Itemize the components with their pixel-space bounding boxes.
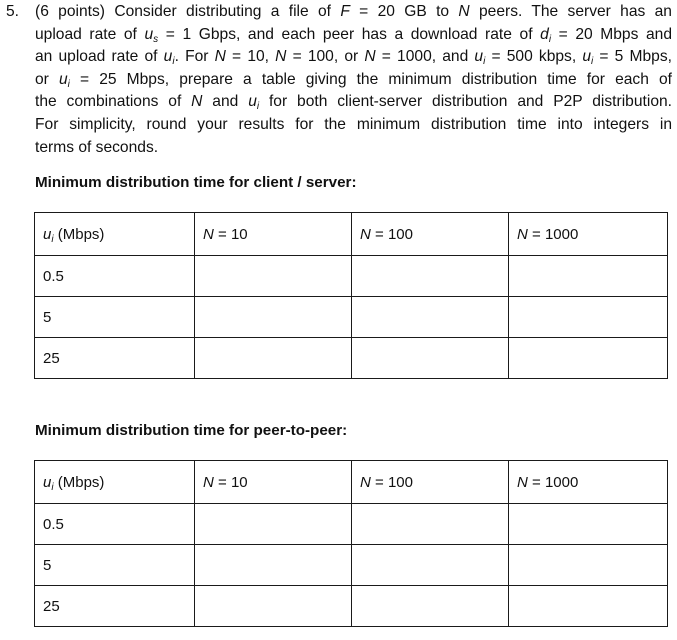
table-row xyxy=(35,586,668,627)
row-label-cell: 5 xyxy=(35,297,195,338)
row-label-cell: 0.5 xyxy=(35,504,195,545)
p2p-table xyxy=(34,460,668,627)
answer-cell[interactable] xyxy=(195,504,352,545)
table-row xyxy=(35,338,668,379)
row-label-cell: 5 xyxy=(35,545,195,586)
problem-number: 5. xyxy=(6,3,20,20)
problem-statement xyxy=(6,1,672,159)
p2p-heading: Minimum distribution time for peer-to-peer: xyxy=(35,422,348,439)
problem-line: or $u_i = 25$ Mbps, prepare a table giving the minimum distribution time for each of xyxy=(35,70,672,90)
header-cell-ui: $u_i$ (Mbps) xyxy=(35,461,195,504)
problem-points: (6 points) xyxy=(35,3,105,20)
problem-line: For simplicity, round your results for the minimum distribution time into integers in xyxy=(35,115,672,133)
table-header-row xyxy=(35,461,668,504)
problem-line: upload rate of $u_s = 1$ Gbps, and each peer has a download rate of $d_i = 20$ Mbps and xyxy=(35,25,673,45)
row-label-cell: 0.5 xyxy=(35,256,195,297)
answer-cell[interactable] xyxy=(509,545,668,586)
table-row xyxy=(35,297,668,338)
header-cell-n100: N = 100 xyxy=(352,213,509,256)
problem-body xyxy=(35,1,672,159)
answer-cell[interactable] xyxy=(352,586,509,627)
answer-cell[interactable] xyxy=(352,338,509,379)
row-label-cell: 25 xyxy=(35,586,195,627)
problem-line: an upload rate of $u_i$. For N = 10, N = 100, or N = 1000, and $u_i = 500$ kbps, $u_i = 5$ Mbps, xyxy=(35,48,672,68)
table-row xyxy=(35,545,668,586)
answer-cell[interactable] xyxy=(195,586,352,627)
table-row xyxy=(35,256,668,297)
table-row xyxy=(35,504,668,545)
header-cell-n10: N = 10 xyxy=(195,461,352,504)
answer-cell[interactable] xyxy=(195,338,352,379)
answer-cell[interactable] xyxy=(195,297,352,338)
answer-cell[interactable] xyxy=(352,256,509,297)
answer-cell[interactable] xyxy=(195,545,352,586)
answer-cell[interactable] xyxy=(509,338,668,379)
answer-cell[interactable] xyxy=(509,586,668,627)
header-cell-n1000: N = 1000 xyxy=(509,461,668,504)
problem-line: the combinations of N and $u_i$ for both client-server distribution and P2P distribution. xyxy=(35,93,672,113)
problem-line: (6 points) Consider distributing a file of F = 20 GB to N peers. The server has an xyxy=(35,3,672,20)
answer-cell[interactable] xyxy=(509,256,668,297)
answer-cell[interactable] xyxy=(352,297,509,338)
answer-cell[interactable] xyxy=(195,256,352,297)
answer-cell[interactable] xyxy=(352,545,509,586)
answer-cell[interactable] xyxy=(509,504,668,545)
problem-line: terms of seconds. xyxy=(35,138,159,156)
header-cell-n100: N = 100 xyxy=(352,461,509,504)
client-server-heading: Minimum distribution time for client / server: xyxy=(35,174,357,191)
header-cell-n1000: N = 1000 xyxy=(509,213,668,256)
header-cell-n10: N = 10 xyxy=(195,213,352,256)
header-cell-ui: $u_i$ (Mbps) xyxy=(35,213,195,256)
answer-cell[interactable] xyxy=(509,297,668,338)
answer-cell[interactable] xyxy=(352,504,509,545)
table-header-row xyxy=(35,213,668,256)
client-server-table xyxy=(34,212,668,379)
row-label-cell: 25 xyxy=(35,338,195,379)
